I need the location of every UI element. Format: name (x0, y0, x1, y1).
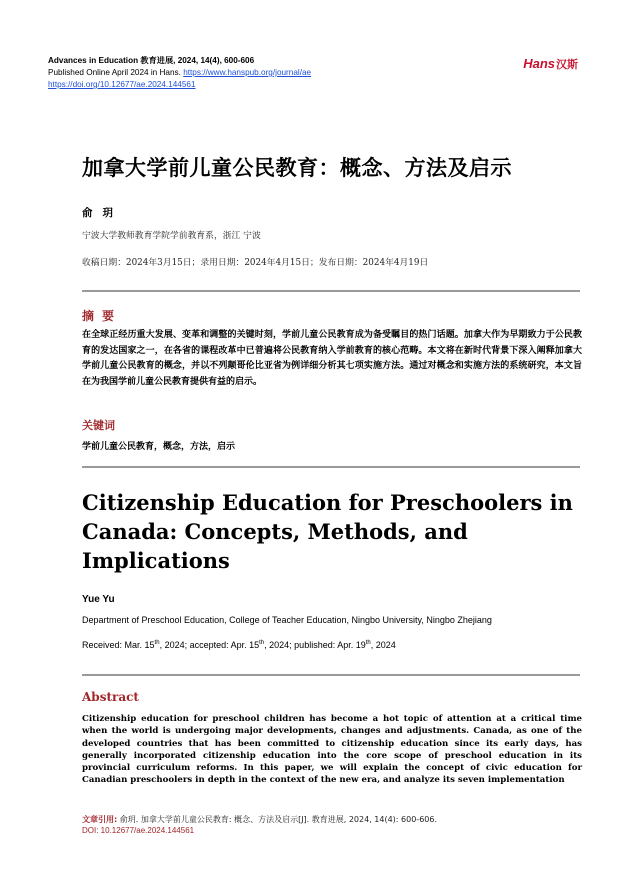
hans-logo (523, 56, 578, 72)
author-en: Yue Yu (82, 594, 115, 605)
divider-top-cn (82, 290, 580, 292)
received-ordinal: th (154, 640, 160, 646)
published-prefix: Published Online April 2024 in Hans. (48, 68, 181, 77)
affiliation-en: Department of Preschool Education, College of Teacher Education, Ningbo University, Ningbo Zhejiang (82, 615, 492, 625)
citation-label: 文章引用: (82, 815, 118, 824)
published-date: , 2024; published: Apr. 19 (264, 640, 366, 650)
citation-text: 俞玥. 加拿大学前儿童公民教育: 概念、方法及启示[J]. 教育进展, 2024, 14(4): 600-606. (119, 815, 438, 824)
journal-url-link[interactable]: https://www.hanspub.org/journal/ae (183, 68, 312, 77)
logo-cn: 汉斯 (556, 59, 578, 71)
abstract-heading-en: Abstract (82, 690, 139, 704)
footer-doi[interactable]: DOI: 10.12677/ae.2024.144561 (82, 826, 195, 835)
published-ordinal: th (365, 640, 371, 646)
divider-bottom-cn (82, 466, 580, 468)
affiliation-cn: 宁波大学教师教育学院学前教育系，浙江 宁波 (82, 231, 261, 241)
year-end: , 2024 (370, 640, 396, 650)
journal-header-line (48, 55, 254, 66)
doi-line (48, 79, 196, 90)
dates-cn: 收稿日期：2024年3月15日；录用日期：2024年4月15日；发布日期：2024年4月19日 (82, 258, 429, 268)
title-cn: 加拿大学前儿童公民教育：概念、方法及启示 (82, 156, 512, 180)
accepted-ordinal: th (259, 640, 265, 646)
abstract-en: Citizenship education for preschool children has become a hot topic of attention at a critical time when the world is undergoing major developments, changes and adjustments. Canada, as one of the developed countries that has been committed to citizenship education since its early days, has generally incorporated citizenship education into the core scope of preschool education in its provincial curriculum reforms. In this paper, we will explain the concept of civic education for Canadian preschoolers in depth in the context of the new era, and analyze its seven implementation (82, 714, 582, 786)
author-cn: 俞玥 (82, 207, 123, 219)
journal-name-en: Advances in Education (48, 56, 139, 65)
abstract-heading-cn: 摘要 (82, 309, 123, 323)
keywords-heading-cn: 关键词 (82, 419, 115, 432)
logo-text: Hans (523, 56, 555, 71)
received-date: Received: Mar. 15 (82, 640, 155, 650)
accepted-date: , 2024; accepted: Apr. 15 (159, 640, 260, 650)
abstract-cn: 在全球正经历重大发展、变革和调整的关键时刻，学前儿童公民教育成为备受瞩目的热门话题。加拿大作为早期致力于公民教育的发达国家之一，在各省的课程改革中已普遍将公民教育纳入学前教育的核心范畴。本文将在新时代背景下深入阐释加拿大学前儿童公民教育的概念，并以不列颠哥伦比亚省为例详细分析其七项实施方法。通过对概念和实施方法的系统研究，本文旨在为我国学前儿童公民教育提供有益的启示。 (82, 330, 582, 387)
published-line (48, 67, 311, 78)
journal-name-cn: 教育进展 (140, 56, 174, 65)
doi-url-link[interactable]: https://doi.org/10.12677/ae.2024.144561 (48, 80, 196, 89)
dates-en (82, 640, 396, 650)
divider-en (82, 674, 580, 676)
citation-line (82, 813, 437, 826)
volume-info: , 2024, 14(4), 600-606 (173, 56, 255, 65)
keywords-cn: 学前儿童公民教育，概念，方法，启示 (82, 442, 236, 452)
title-en: Citizenship Education for Preschoolers in Canada: Concepts, Methods, and Implications (82, 490, 573, 573)
